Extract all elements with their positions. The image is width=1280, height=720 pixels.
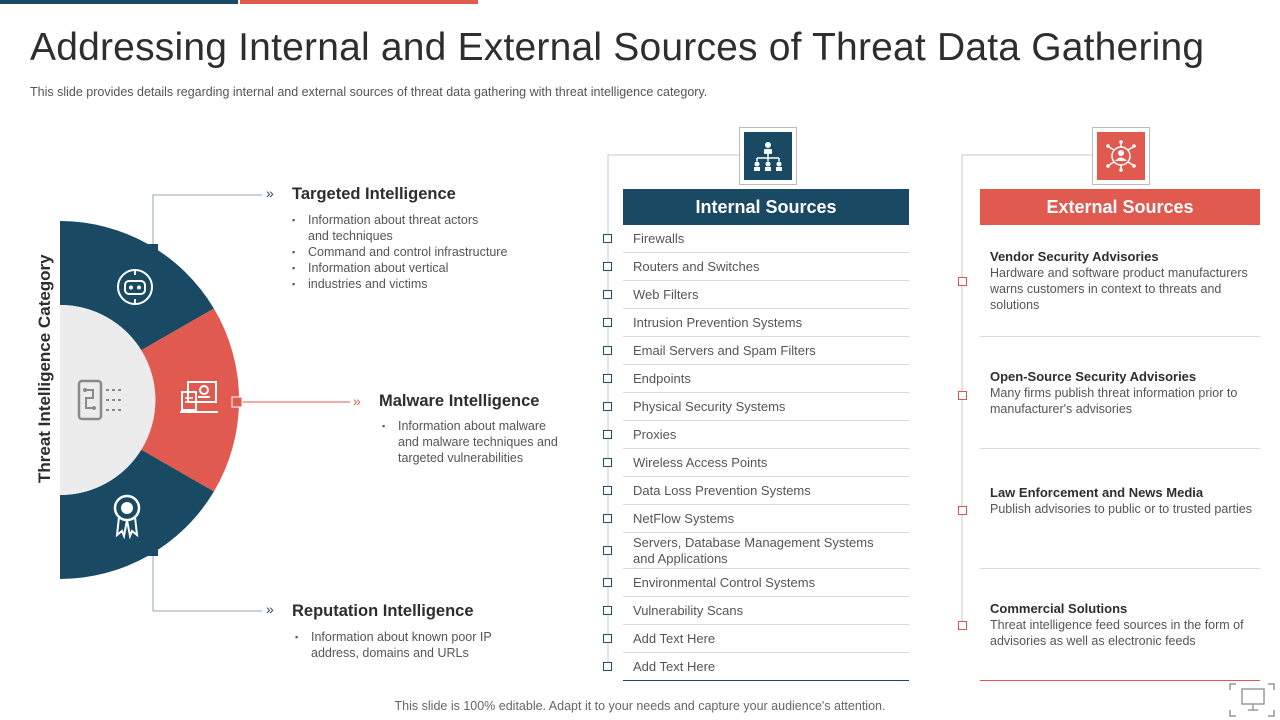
external-marker	[958, 391, 967, 400]
list-item	[623, 337, 909, 365]
list-item-label: Email Servers and Spam Filters	[633, 343, 816, 358]
bullet-item: ▪ Command and control infrastructure	[292, 244, 532, 260]
list-item-label: Routers and Switches	[633, 259, 760, 274]
external-item-text: Publish advisories to public or to trusted parties	[990, 502, 1252, 516]
reputation-title: Reputation Intelligence	[292, 602, 474, 620]
list-item-label: Web Filters	[633, 287, 699, 302]
list-item	[623, 309, 909, 337]
bullet-item: ▪ Information about known poor IP address, domains and URLs	[295, 629, 510, 661]
divider	[980, 336, 1260, 337]
list-item	[623, 569, 909, 597]
award-badge-icon	[110, 493, 144, 539]
network-user-icon	[1104, 139, 1138, 173]
robot-face-icon	[113, 265, 157, 309]
external-marker	[958, 506, 967, 515]
list-item	[623, 449, 909, 477]
malware-title: Malware Intelligence	[379, 392, 540, 410]
category-label: Threat Intelligence Category	[35, 254, 54, 483]
list-item	[623, 225, 909, 253]
malware-bullets	[382, 418, 562, 466]
chevron-right-icon: »	[353, 393, 361, 409]
divider	[980, 568, 1260, 569]
external-icon-box	[1092, 127, 1150, 185]
bullet-item: ▪ industries and victims	[292, 276, 532, 292]
list-item-label: Proxies	[633, 427, 677, 442]
external-item-text: Threat intelligence feed sources in the form of advisories as well as electronic feeds	[990, 618, 1244, 648]
external-marker	[958, 621, 967, 630]
external-item	[990, 249, 1260, 313]
digital-device-icon	[76, 378, 128, 424]
hierarchy-icon	[751, 139, 785, 173]
list-item	[623, 597, 909, 625]
page-title: Addressing Internal and External Sources of Threat Data Gathering	[30, 26, 1205, 69]
external-marker	[958, 277, 967, 286]
reputation-bullets	[295, 629, 510, 661]
list-item	[623, 505, 909, 533]
list-item	[623, 365, 909, 393]
list-item-label: Endpoints	[633, 371, 691, 386]
list-item	[623, 533, 909, 569]
list-item-label: Environmental Control Systems	[633, 575, 816, 590]
external-item	[990, 369, 1260, 417]
list-item-label: Add Text Here	[633, 659, 716, 674]
list-item-label: Add Text Here	[633, 631, 716, 646]
list-item	[623, 281, 909, 309]
bullet-item: ▪ Information about vertical	[292, 260, 532, 276]
list-item	[623, 653, 909, 681]
footer-note: This slide is 100% editable. Adapt it to your needs and capture your audience's attention.	[394, 699, 886, 713]
list-item	[623, 393, 909, 421]
presentation-icon	[1228, 682, 1276, 718]
external-item-title: Law Enforcement and News Media	[990, 485, 1204, 500]
malware-screen-icon	[180, 379, 220, 415]
bullet-item: ▪ Information about malware and malware techniques and targeted vulnerabilities	[382, 418, 562, 466]
list-item-label: NetFlow Systems	[633, 511, 735, 526]
internal-header: Internal Sources	[623, 189, 909, 225]
external-item-text: Hardware and software product manufacturers warns customers in context to threats and solutions	[990, 266, 1248, 312]
external-item-title: Commercial Solutions	[990, 601, 1128, 616]
targeted-bullets	[292, 212, 532, 292]
list-item	[623, 253, 909, 281]
external-header: External Sources	[980, 189, 1260, 225]
list-item-label: Firewalls	[633, 231, 685, 246]
external-item	[990, 485, 1260, 517]
page-subtitle: This slide provides details regarding internal and external sources of threat data gathering with threat intelligence category.	[30, 85, 708, 99]
list-item-label: Wireless Access Points	[633, 455, 768, 470]
list-item-label: Intrusion Prevention Systems	[633, 315, 803, 330]
external-item-title: Vendor Security Advisories	[990, 249, 1159, 264]
chevron-right-icon: »	[266, 601, 274, 617]
divider	[980, 448, 1260, 449]
list-item-label: Data Loss Prevention Systems	[633, 483, 811, 498]
targeted-title: Targeted Intelligence	[292, 185, 456, 203]
external-item-title: Open-Source Security Advisories	[990, 369, 1197, 384]
list-item-label: Vulnerability Scans	[633, 603, 744, 618]
divider-accent	[980, 680, 1260, 681]
external-item	[990, 601, 1260, 649]
list-item-label: Physical Security Systems	[633, 399, 786, 414]
list-item	[623, 625, 909, 653]
internal-icon-box	[739, 127, 797, 185]
external-item-text: Many firms publish threat information prior to manufacturer's advisories	[990, 386, 1238, 416]
list-item-label: Servers, Database Management Systems and Applications	[633, 534, 874, 566]
list-item	[623, 421, 909, 449]
internal-list	[623, 225, 909, 681]
bullet-item: ▪ Information about threat actors and techniques	[292, 212, 498, 244]
list-item	[623, 477, 909, 505]
chevron-right-icon: »	[266, 185, 274, 201]
